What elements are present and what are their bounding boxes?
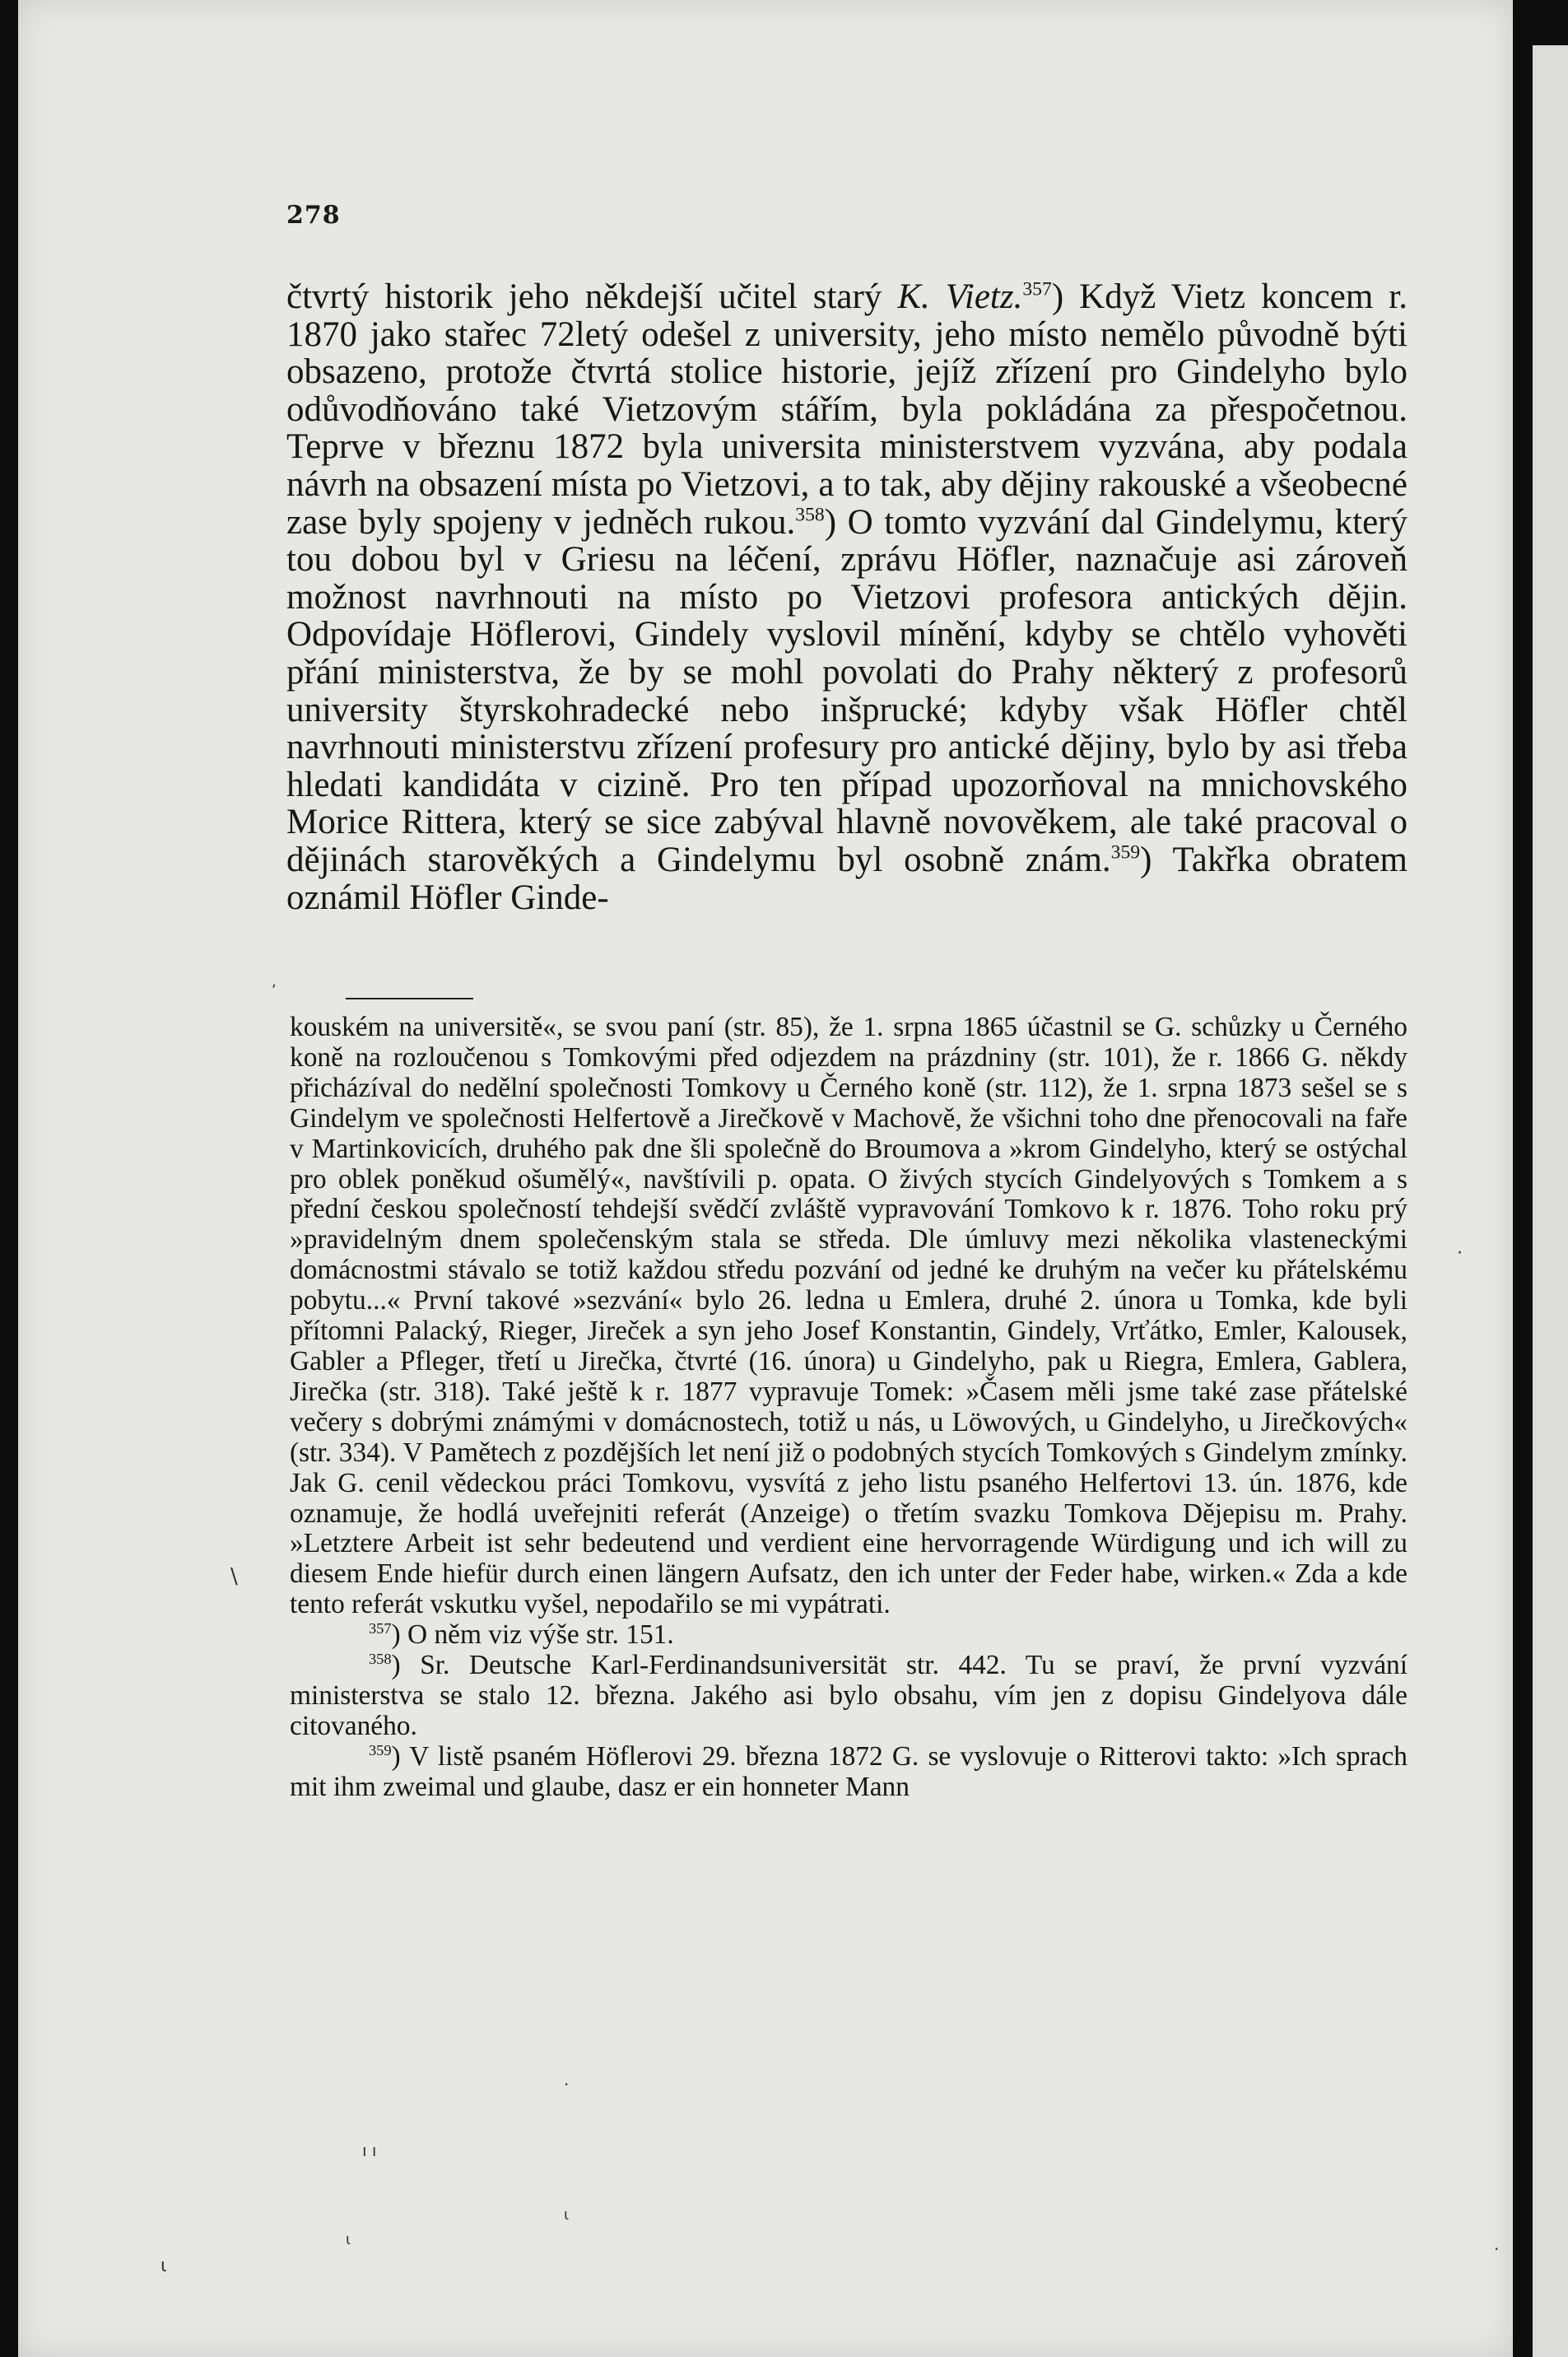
footnote-357: [290, 1620, 1407, 1651]
footnote-ref-357: 357: [1022, 278, 1052, 300]
author-name: K. Vietz.: [897, 277, 1023, 316]
text-run: ) Takřka obratem oznámil Höfler Ginde-: [286, 840, 1407, 917]
scan-speck: ·: [1457, 1243, 1463, 1264]
scan-speck: \: [230, 1564, 238, 1589]
footnotes: [290, 1013, 1407, 1803]
scan-speck: ·: [564, 2075, 570, 2094]
text-run: čtvrtý historik jeho někdejší učitel starý: [286, 277, 898, 316]
footnote-text: ) Sr. Deutsche Karl-Ferdinandsuniversität str. 442. Tu se praví, že první vyzvání ministerstva se stalo 12. března. Jakého asi bylo obsahu, vím jen z dopisu Gindelyova dále citovaného.: [290, 1650, 1407, 1741]
main-body-text: [286, 278, 1407, 916]
body-paragraph: [286, 278, 1407, 916]
footnote-divider: [346, 998, 473, 999]
page-number: 278: [286, 201, 341, 230]
footnote-continuation: kouském na universitě«, se svou paní (str. 85), že 1. srpna 1865 účastnil se G. schůzky u Černého koně na rozloučenou s Tomkovými před odjezdem na prázdniny (str. 101), že r. 1866 G. někdy přicházíval do nedělní společnosti Tomkovy u Černého koně (str. 112), že 1. srpna 1873 sešel se s Gindelym ve společnosti Helfertově a Jirečkově v Machově, že všichni toho dne přenocovali na faře v Martinkovicích, druhého pak dne šli společně do Broumova a »krom Gindelyho, který se ostýchal pro oblek poněkud ošumělý«, navštívili p. opata. O živých stycích Gindelyových s Tomkem a s přední českou společností tehdejší svědčí zvláště vypravování Tomkovo k r. 1876. Toho roku prý »pravidelným dnem společenským stala se středa. Dle úmluvy mezi několika vlasteneckými domácnostmi stávalo se totiž každou středu pozvání od jedné ke druhým na večer ku přátelskému pobytu...« První takové »sezvání« bylo 26. ledna u Emlera, druhé 2. února u Tomka, kde byli přítomni Palacký, Rieger, Jireček a syn jeho Josef Konstantin, Gindely, Vrťátko, Emler, Kalousek, Gabler a Pfleger, třetí u Jirečka, čtvrté (16. února) u Gindelyho, pak u Riegra, Emlera, Gablera, Jirečka (str. 318). Také ještě k r. 1877 vypravuje Tomek: »Časem měli jsme také zase přátelské večery s dobrými známými v domácnostech, totiž u nás, u Löwových, u Gindelyho, u Jirečkových« (str. 334). V Pamětech z pozdějších let není již o podobných stycích Tomkových s Gindelym zmínky. Jak G. cenil vědeckou práci Tomkovu, vysvítá z jeho listu psaného Helfertovi 13. ún. 1876, kde oznamuje, že hodlá uveřejniti referát (Anzeige) o třetím svazku Tomkova Dějepisu m. Prahy. »Letztere Arbeit ist sehr bedeutend und verdient eine hervorragende Würdigung und ich will zu diesem Ende hiefür durch einen längern Aufsatz, den ich unter der Feder habe, wirken.« Zda a kde tento referát vskutku vyšel, nepodařilo se mi vypátrati.: [290, 1012, 1407, 1620]
footnote-358: [290, 1651, 1407, 1742]
scan-speck: ɩ: [564, 2206, 570, 2224]
scan-speck: ı ı: [362, 2140, 377, 2160]
facing-page-edge: [1533, 45, 1568, 2357]
footnote-text: ) O něm viz výše str. 151.: [391, 1619, 674, 1651]
footnote-number: 358: [369, 1650, 392, 1667]
footnote-number: 357: [369, 1620, 392, 1637]
scan-speck: ɩ: [161, 2256, 167, 2276]
footnote-text: ) V listě psaném Höflerovi 29. března 1872 G. se vyslovuje o Ritterovi takto: »Ich sprach mit ihm zweimal und glaube, dasz er ein honneter Mann: [290, 1740, 1407, 1802]
footnote-359: [290, 1742, 1407, 1803]
scan-speck: ,: [272, 973, 277, 990]
scan-speck: ·: [1494, 2239, 1500, 2259]
scan-speck: ɩ: [346, 2231, 351, 2248]
text-run: ) O tomto vyzvání dal Gindelymu, který tou dobou byl v Griesu na léčení, zprávu Höfler, naznačuje asi zároveň možnost navrhnouti na místo po Vietzovi profesora antických dějin. Odpovídaje Höflerovi, Gindely vyslovil mínění, kdyby se chtělo vyhověti přání ministerstva, že by se mohl povolati do Prahy některý z profesorů university štyrskohradecké nebo inšprucké; kdyby však Höfler chtěl navrhnouti ministerstvu zřízení profesury pro antické dějiny, bylo by asi třeba hledati kandidáta v cizině. Pro ten případ upozorňoval na mnichovského Morice Rittera, který se sice zabýval hlavně novověkem, ale také pracoval o dějinách starověkých a Gindelymu byl osobně znám.: [286, 502, 1407, 879]
footnote-ref-358: 358: [795, 504, 825, 526]
footnote-ref-359: 359: [1110, 841, 1141, 864]
footnote-number: 359: [369, 1741, 392, 1758]
text-run: ) Když Vietz koncem r. 1870 jako stařec 72letý odešel z university, jeho místo nemělo původně býti obsazeno, protože čtvrtá stolice historie, jejíž zřízení pro Gindelyho bylo odůvodňováno také Vietzovým stářím, byla pokládána za přespočetnou. Teprve v březnu 1872 byla universita ministerstvem vyzvána, aby podala návrh na obsazení místa po Vietzovi, a to tak, aby dějiny rakouské a všeobecné zase byly spojeny v jedněch rukou.: [286, 277, 1408, 542]
